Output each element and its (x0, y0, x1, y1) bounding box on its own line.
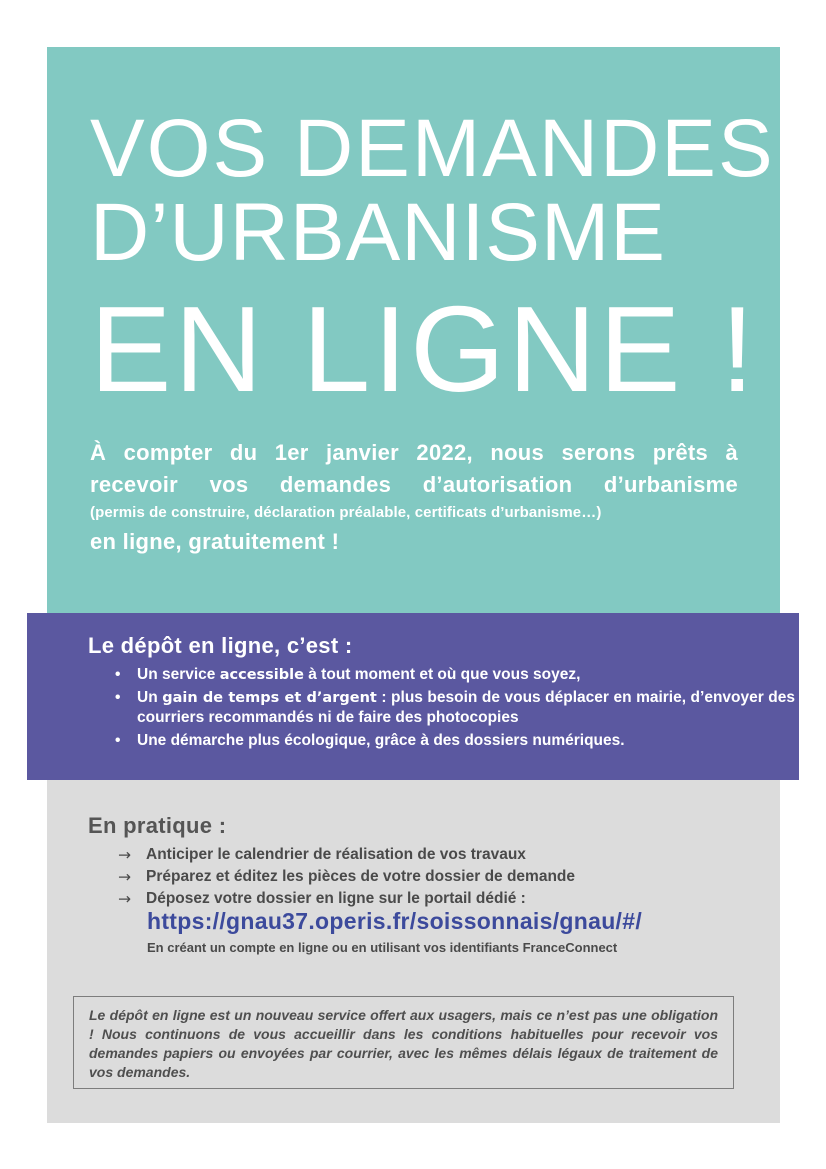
step-text: Anticiper le calendrier de réalisation de vos travaux (146, 846, 526, 863)
bullet-emphasis: accessible (219, 667, 304, 683)
intro-line-4: en ligne, gratuitement ! (90, 529, 340, 554)
pratique-panel (47, 780, 780, 1123)
arrow-right-icon: → (118, 890, 131, 908)
step-text: Déposez votre dossier en ligne sur le portail dédié : (146, 890, 526, 907)
bullet-text-before: Un service (137, 666, 220, 683)
depot-title: Le dépôt en ligne, c’est : (88, 633, 353, 658)
portal-link[interactable]: https://gnau37.operis.fr/soissonnais/gnau/#/ (147, 908, 643, 934)
arrow-right-icon: → (118, 846, 131, 864)
headline-line-3: EN LIGNE ! (90, 281, 758, 417)
headline-line-2: D’URBANISME (90, 187, 666, 278)
depot-bullet-gain (115, 688, 795, 728)
depot-bullet-accessible (115, 665, 795, 685)
pratique-title: En pratique : (88, 813, 227, 838)
step-item (118, 866, 758, 888)
bullet-text-before: Un (137, 689, 163, 706)
bullet-text-after: à tout moment et où que vous soyez, (303, 666, 581, 683)
intro-line-1: À compter du 1er janvier 2022, nous serons prêts à (90, 440, 738, 465)
bullet-text: Une démarche plus écologique, grâce à des dossiers numériques. (137, 732, 625, 749)
depot-bullet-ecologique (115, 731, 795, 751)
step-item (118, 844, 758, 866)
bullet-emphasis: gain de temps et d’argent (162, 690, 377, 706)
pratique-step-list (118, 844, 758, 910)
depot-panel (27, 613, 799, 780)
disclaimer-box: Le dépôt en ligne est un nouveau service offert aux usagers, mais ce n’est pas une obligation ! Nous continuons de vous accueillir dans les conditions habituelles pour recevoir vos demandes papiers ou envoyées par courrier, avec les mêmes délais légaux de traitement de vos demandes. (73, 996, 734, 1089)
depot-bullet-list (115, 665, 795, 754)
intro-line-3: (permis de construire, déclaration préalable, certificats d’urbanisme…) (90, 504, 602, 521)
step-text: Préparez et éditez les pièces de votre dossier de demande (146, 868, 576, 885)
headline-line-1: VOS DEMANDES (90, 103, 775, 194)
step-item (118, 888, 758, 910)
bullet-text-after: : plus besoin de vous déplacer en mairie, d’envoyer des courriers recommandés ni de faire des photocopies (137, 689, 796, 726)
portal-note: En créant un compte en ligne ou en utilisant vos identifiants FranceConnect (147, 940, 618, 955)
intro-line-2: recevoir vos demandes d’autorisation d’urbanisme (90, 472, 738, 497)
intro-paragraph (90, 437, 738, 559)
arrow-right-icon: → (118, 868, 131, 886)
